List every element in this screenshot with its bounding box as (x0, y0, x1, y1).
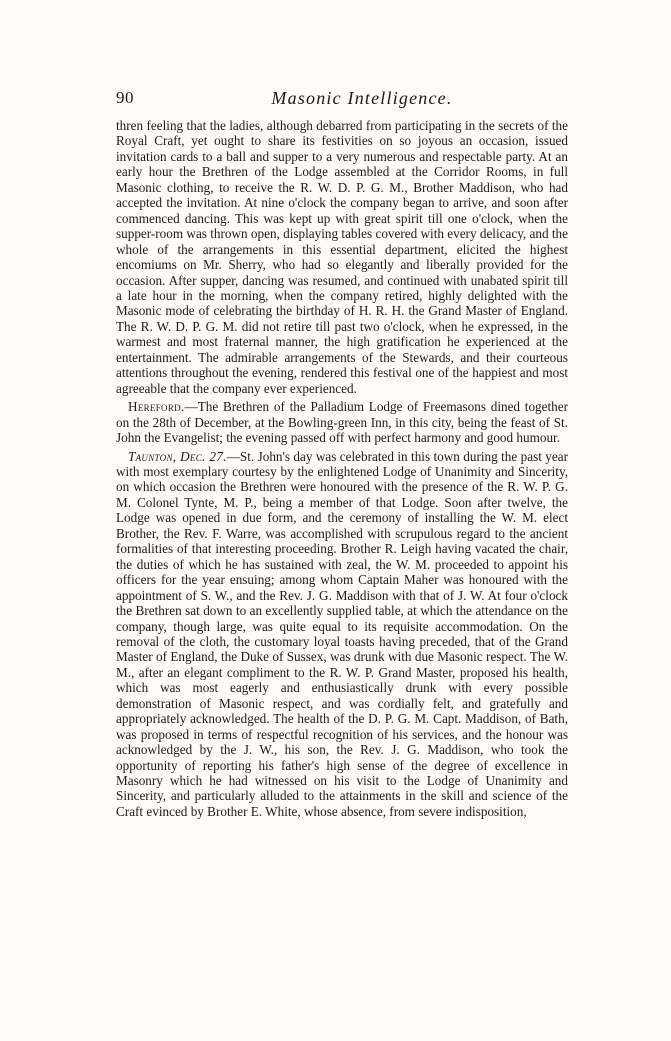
page-header (116, 88, 568, 110)
paragraph-ball-and-supper (116, 118, 568, 396)
page-number: 90 (116, 88, 134, 107)
paragraph-taunton (116, 449, 568, 820)
paragraph-hereford (116, 399, 568, 445)
place-heading-taunton: Taunton, Dec. 27. (128, 448, 227, 464)
article-body (116, 118, 568, 819)
paragraph-text: thren feeling that the ladies, although debarred from participating in the secrets of the Royal Craft, yet ought to share its festivities on so joyous an occasion, issued invitation cards to a ball and supper to a very numerous and respectable party. At an early hour the Brethren of the Lodge assembled at the Corridor Rooms, in full Masonic clothing, to receive the R. W. D. P. G. M., Brother Maddison, who had accepted the invitation. At nine o'clock the company began to arrive, and soon after commenced dancing. This was kept up with great spirit till one o'clock, when the supper-room was thrown open, displaying tables covered with every delicacy, and the whole of the arrangements in this essential department, elicited the highest encomiums on Mr. Sherry, who had so elegantly and liberally provided for the occasion. After supper, dancing was resumed, and continued with unabated spirit till a late hour in the morning, when the company retired, highly delighted with the Masonic mode of celebrating the birthday of H. R. H. the Grand Master of England. The R. W. D. P. G. M. did not retire till past two o'clock, when he expressed, in the warmest and most fraternal manner, the high gratification he experienced at the entertainment. The admirable arrangements of the Stewards, and their courteous attentions throughout the evening, rendered this festival one of the happiest and most agreeable that the company ever experienced. (116, 118, 568, 396)
running-title: Masonic Intelligence. (271, 88, 453, 108)
paragraph-text: —The Brethren of the Palladium Lodge of Freemasons dined together on the 28th of December, at the Bowling-green Inn, in this city, being the feast of St. John the Evangelist; the evening passed off with perfect harmony and good humour. (116, 399, 568, 446)
place-heading-hereford: Hereford. (128, 399, 185, 415)
paragraph-text: —St. John's day was celebrated in this town during the past year with most exemplary courtesy by the enlightened Lodge of Unanimity and Sincerity, on which occasion the Brethren were honoured with the presence of the R. W. P. G. M. Colonel Tynte, M. P., being a member of that Lodge. Soon after twelve, the Lodge was opened in due form, and the ceremony of installing the W. M. elect Brother, the Rev. F. Warre, was accomplished with scrupulous regard to the ancient formalities of that interesting proceeding. Brother R. Leigh having vacated the chair, the duties of which he has sustained with zeal, the W. M. proceeded to appoint his officers for the year ensuing; among whom Captain Maher was honoured with the appointment of S. W., and the Rev. J. G. Maddison with that of J. W. At four o'clock the Brethren sat down to an excellently supplied table, at which the attendance on the company, though large, was quite equal to its requisite accommodation. On the removal of the cloth, the customary loyal toasts having preceded, that of the Grand Master of England, the Duke of Sussex, was drunk with due Masonic respect. The W. M., after an elegant compliment to the R. W. P. Grand Master, proposed his health, which was most eagerly and enthusiastically drunk with every possible demonstration of Masonic respect, and was cordially felt, and gratefully and appropriately acknowledged. The health of the D. P. G. M. Capt. Maddison, of Bath, was proposed in terms of respectful recognition of his services, and the honour was acknowledged by the J. W., his son, the Rev. J. G. Maddison, who took the opportunity of reporting his father's high sense of the degree of excellence in Masonry which he had witnessed on his visit to the Lodge of Unanimity and Sincerity, and particularly alluded to the attainments in the skill and science of the Craft evinced by Brother E. White, whose absence, from severe indisposition, (116, 448, 568, 819)
